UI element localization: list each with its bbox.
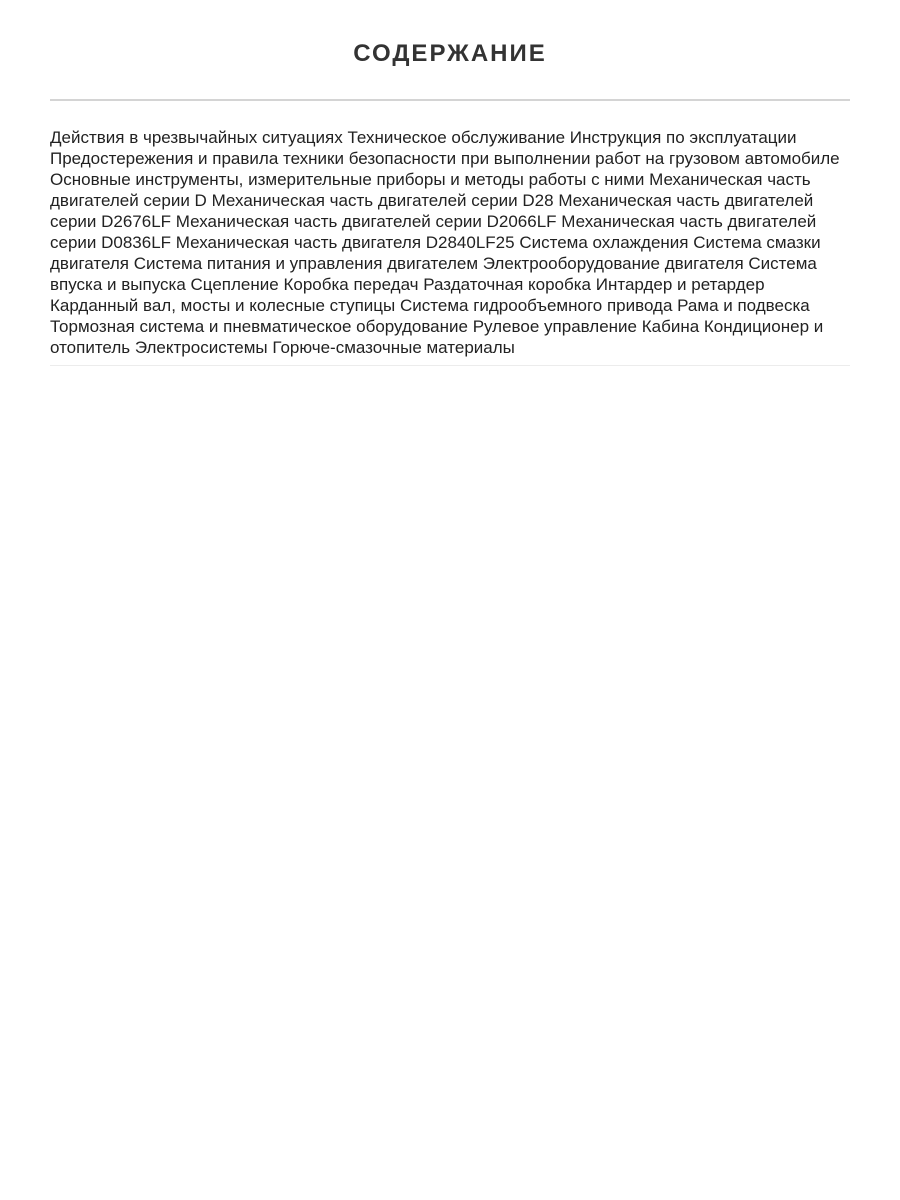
table-of-contents bbox=[50, 127, 850, 365]
toc-link[interactable]: Электросистемы bbox=[134, 338, 268, 357]
toc-link[interactable]: Горюче-смазочные материалы bbox=[272, 338, 515, 357]
toc-link[interactable]: Карданный вал, мосты и колесные ступицы bbox=[50, 296, 396, 315]
toc-link[interactable]: Рулевое управление bbox=[472, 317, 637, 336]
toc-link[interactable]: Интардер и ретардер bbox=[595, 275, 765, 294]
title-divider bbox=[50, 99, 850, 101]
toc-divider bbox=[50, 365, 850, 366]
toc-link[interactable]: Механическая часть двигателей серии D2066LF bbox=[175, 212, 557, 231]
toc-link[interactable]: Инструкция по эксплуатации bbox=[569, 128, 797, 147]
toc-link[interactable]: Раздаточная коробка bbox=[423, 275, 592, 294]
toc-link[interactable]: Механическая часть двигателей серии D bbox=[50, 170, 811, 210]
toc-link[interactable]: Система питания и управления двигателем bbox=[133, 254, 479, 273]
toc-link[interactable]: Система смазки двигателя bbox=[50, 233, 821, 273]
toc-link[interactable]: Механическая часть двигателей серии D28 bbox=[211, 191, 554, 210]
toc-link[interactable]: Техническое обслуживание bbox=[347, 128, 566, 147]
toc-link[interactable]: Кондиционер и отопитель bbox=[50, 317, 824, 357]
toc-link[interactable]: Система гидрообъемного привода bbox=[400, 296, 673, 315]
toc-link[interactable]: Рама и подвеска bbox=[677, 296, 810, 315]
toc-link[interactable]: Кабина bbox=[641, 317, 700, 336]
toc-link[interactable]: Тормозная система и пневматическое оборудование bbox=[50, 317, 468, 336]
toc-link[interactable]: Электрооборудование двигателя bbox=[482, 254, 744, 273]
toc-link[interactable]: Система охлаждения bbox=[519, 233, 689, 252]
page-title: СОДЕРЖАНИЕ bbox=[353, 40, 547, 67]
toc-link[interactable]: Механическая часть двигателей серии D0836LF bbox=[50, 212, 817, 252]
toc-link[interactable]: Механическая часть двигателей серии D2676LF bbox=[50, 191, 814, 231]
toc-link[interactable]: Предостережения и правила техники безопасности при выполнении работ на грузовом автомобиле bbox=[50, 149, 840, 168]
toc-link[interactable]: Коробка передач bbox=[283, 275, 419, 294]
toc-link[interactable]: Механическая часть двигателя D2840LF25 bbox=[175, 233, 515, 252]
toc-link[interactable]: Сцепление bbox=[190, 275, 279, 294]
toc-link[interactable]: Действия в чрезвычайных ситуациях bbox=[50, 128, 343, 147]
toc-link[interactable]: Система впуска и выпуска bbox=[50, 254, 817, 294]
toc-link[interactable]: Основные инструменты, измерительные приборы и методы работы с ними bbox=[50, 170, 645, 189]
